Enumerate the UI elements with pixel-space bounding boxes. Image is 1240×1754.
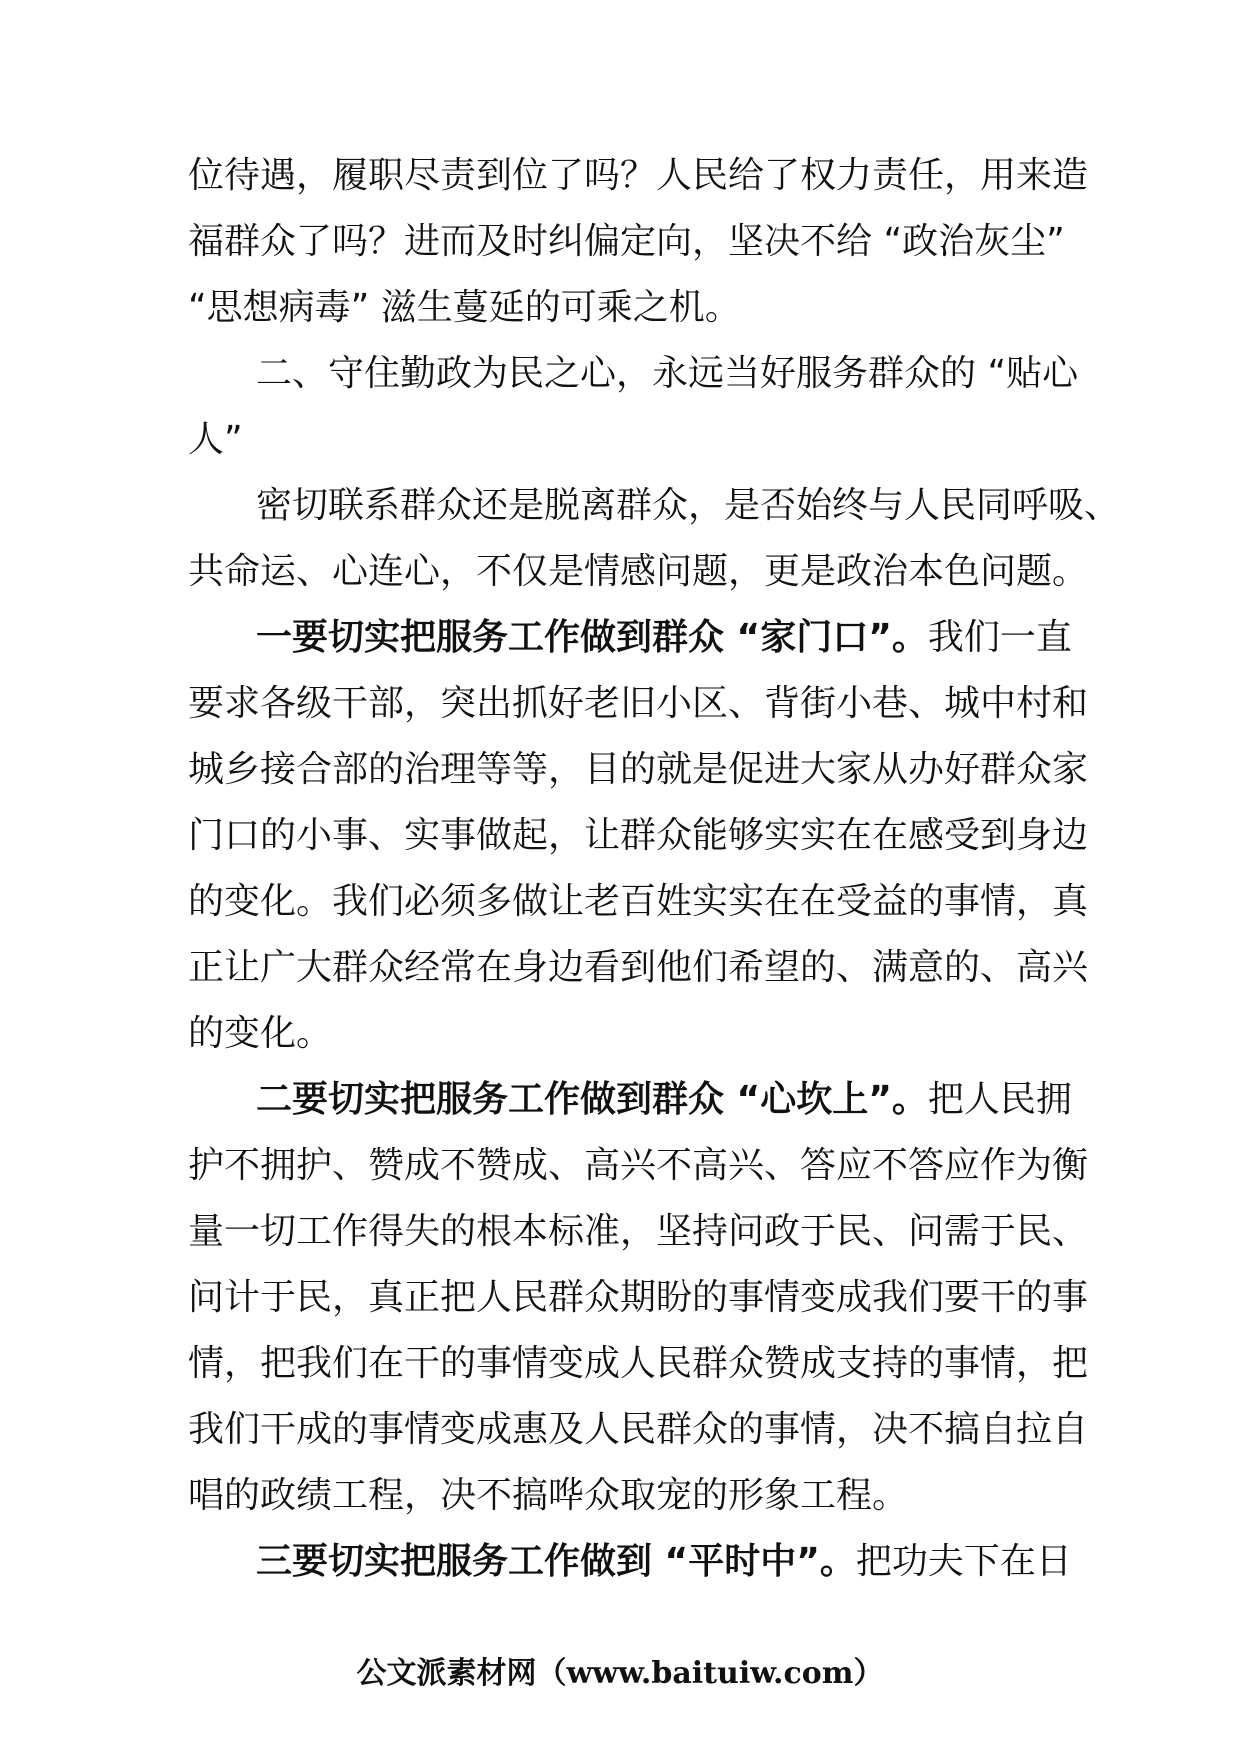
line-text: “思想病毒” 滋生蔓延的可乘之机。	[188, 287, 741, 328]
text-line	[188, 341, 1079, 407]
line-text: 量一切工作得失的根本标准，坚持问政于民、问需于民、	[188, 1211, 1089, 1252]
text-line	[188, 1001, 1068, 1067]
text-line	[188, 935, 1089, 1001]
text-line	[188, 539, 1089, 605]
text-line	[188, 803, 1089, 869]
text-line	[188, 209, 1068, 275]
line-text: 问计于民，真正把人民群众期盼的事情变成我们要干的事	[188, 1277, 1089, 1318]
bold-lead-phrase: 三要切实把服务工作做到 “平时中”。	[256, 1541, 856, 1582]
text-line	[188, 605, 1072, 671]
line-text: 人”	[188, 419, 243, 460]
line-text: 福群众了吗？进而及时纠偏定向，坚决不给 “政治灰尘”	[188, 221, 1065, 262]
text-line	[188, 1331, 1089, 1397]
text-line	[188, 1265, 1089, 1331]
footer-watermark: 公文派素材网（www.baituiw.com）	[356, 1656, 884, 1691]
line-text: 二、守住勤政为民之心，永远当好服务群众的 “贴心	[256, 353, 1079, 394]
text-line	[188, 1529, 1072, 1595]
text-line	[188, 143, 1089, 209]
text-line	[188, 1067, 1072, 1133]
line-text: 唱的政绩工程，决不搞哗众取宠的形象工程。	[188, 1475, 909, 1516]
bold-lead-phrase: 二要切实把服务工作做到群众 “心坎上”。	[256, 1079, 928, 1120]
text-line	[188, 1133, 1089, 1199]
text-line	[188, 473, 1121, 539]
bold-lead-phrase: 一要切实把服务工作做到群众 “家门口”。	[256, 617, 928, 658]
text-line	[188, 275, 1068, 341]
line-text: 密切联系群众还是脱离群众，是否始终与人民同呼吸、	[256, 485, 1121, 526]
text-line	[188, 869, 1089, 935]
text-line	[188, 737, 1089, 803]
line-text: 情，把我们在干的事情变成人民群众赞成支持的事情，把	[188, 1343, 1089, 1384]
line-text: 我们一直	[927, 617, 1072, 658]
body-text	[188, 143, 1121, 1595]
text-line	[188, 1397, 1089, 1463]
line-text: 的变化。	[188, 1013, 333, 1054]
line-text: 要求各级干部，突出抓好老旧小区、背街小巷、城中村和	[188, 683, 1089, 724]
text-line	[188, 1463, 1068, 1529]
line-text: 正让广大群众经常在身边看到他们希望的、满意的、高兴	[188, 947, 1089, 988]
line-text: 城乡接合部的治理等等，目的就是促进大家从办好群众家	[188, 749, 1089, 790]
text-line	[188, 407, 1068, 473]
line-text: 把功夫下在日	[855, 1541, 1072, 1582]
text-line	[188, 1199, 1089, 1265]
line-text: 门口的小事、实事做起，让群众能够实实在在感受到身边	[188, 815, 1089, 856]
text-line	[188, 671, 1089, 737]
line-text: 护不拥护、赞成不赞成、高兴不高兴、答应不答应作为衡	[188, 1145, 1089, 1186]
line-text: 我们干成的事情变成惠及人民群众的事情，决不搞自拉自	[188, 1409, 1089, 1450]
line-text: 把人民拥	[927, 1079, 1072, 1120]
line-text: 共命运、心连心，不仅是情感问题，更是政治本色问题。	[188, 551, 1089, 592]
line-text: 的变化。我们必须多做让老百姓实实在在受益的事情，真	[188, 881, 1089, 922]
line-text: 位待遇，履职尽责到位了吗？人民给了权力责任，用来造	[188, 155, 1089, 196]
